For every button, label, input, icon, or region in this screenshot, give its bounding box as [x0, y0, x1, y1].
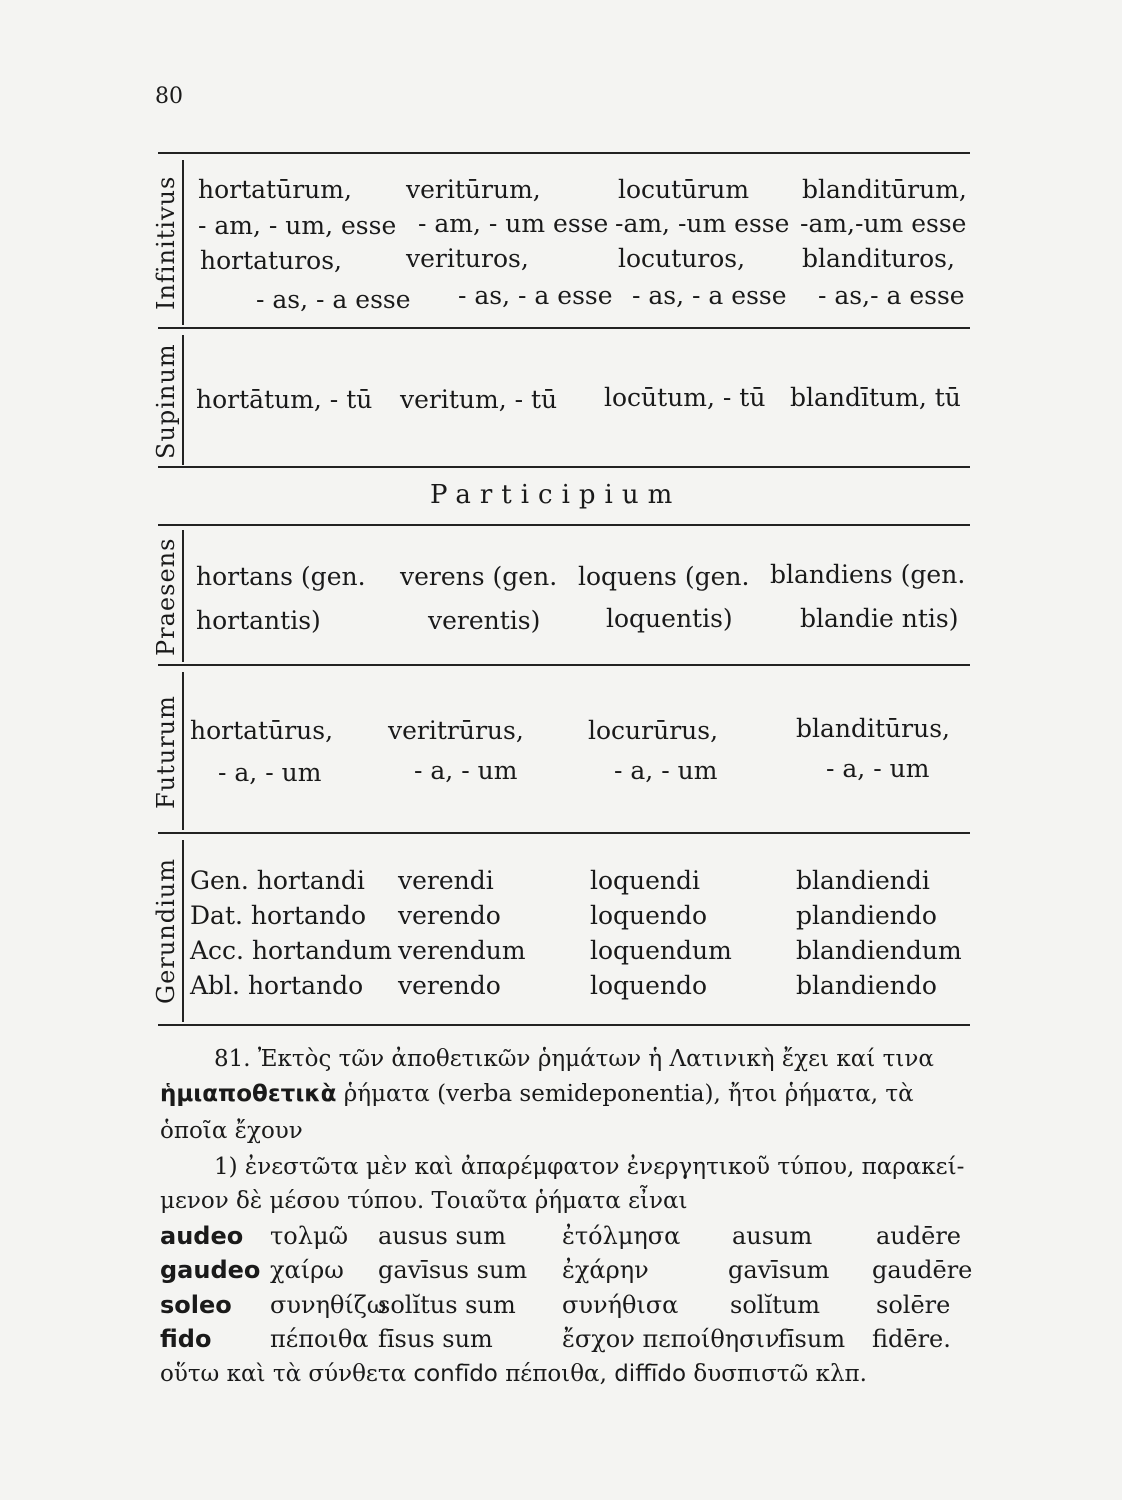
ger-r1-c4: blandiendi — [796, 866, 930, 895]
inf-r4-c4: - as,- a esse — [818, 281, 965, 310]
section-line3: ὁποῖα ἔχουν — [160, 1118, 303, 1144]
fut-r1-c3: locurūrus, — [588, 716, 719, 745]
inf-r4-c1: - as, - a esse — [256, 285, 411, 314]
verb-gaudeo-greek-perf: ἐχάρην — [562, 1256, 649, 1284]
verb-soleo-sup: solĭtum — [730, 1291, 820, 1319]
inf-r2-c2: - am, - um esse — [418, 209, 609, 238]
closing-term2: diffīdo — [614, 1361, 687, 1387]
closing-part1: οὕτω καὶ τὰ σύνθετα — [160, 1361, 407, 1387]
inf-r4-c2: - as, - a esse — [458, 281, 613, 310]
ger-r1-c3: loquendi — [590, 866, 701, 895]
section-line2 — [160, 1081, 914, 1107]
verb-soleo-greek: συνηθίζω — [270, 1291, 387, 1319]
rule-after-participium — [158, 524, 970, 526]
section-number-label: 81. — [214, 1046, 251, 1072]
verb-gaudeo: gaudeo — [160, 1256, 261, 1284]
fut-r2-c2: - a, - um — [414, 756, 518, 785]
ger-r3-c4: blandiendum — [796, 936, 962, 965]
section-line5: μενον δὲ μέσου τύπου. Τοιαῦτα ῥήματα εἶναι — [160, 1188, 688, 1214]
label-gerundium: Gerundium — [152, 858, 180, 1005]
inf-r2-c3: -am, -um esse — [615, 209, 790, 238]
verb-fido-greek-perf: ἔσχον πεποίθησιν — [562, 1325, 780, 1353]
section-line4: 1) ἐνεστῶτα μὲν καὶ ἀπαρέμφατον ἐνεργητικοῦ τύπου, παρακεί- — [214, 1154, 965, 1180]
verb-gaudeo-perf: gavīsus sum — [378, 1256, 528, 1284]
inf-r2-c4: -am,-um esse — [800, 209, 967, 238]
separator-gerundium — [182, 840, 184, 1022]
section-line2-rest: ῥήματα (verba semideponentia), ἤτοι ῥήματα, τὰ — [343, 1081, 914, 1107]
page-number: 80 — [155, 84, 183, 109]
ger-r1-c2: verendi — [398, 866, 494, 895]
inf-r1-c2: veritūrum, — [406, 175, 541, 204]
praes-r2-c2: verentis) — [428, 606, 541, 635]
praes-r2-c1: hortantis) — [196, 606, 321, 635]
ger-r4-c4: blandiendo — [796, 971, 937, 1000]
praes-r2-c3: loquentis) — [606, 604, 733, 633]
praes-r1-c2: verens (gen. — [400, 562, 558, 591]
verb-fido: fido — [160, 1325, 212, 1353]
ger-r3-c1: Acc. hortandum — [190, 936, 392, 965]
verb-fido-greek: πέποιθα — [270, 1325, 369, 1353]
inf-r3-c4: blandituros, — [802, 244, 955, 273]
verb-soleo: soleo — [160, 1291, 232, 1319]
section-number — [214, 1046, 934, 1072]
verb-gaudeo-inf: gaudēre — [872, 1256, 973, 1284]
fut-r2-c1: - a, - um — [218, 758, 322, 787]
praes-r1-c1: hortans (gen. — [196, 562, 366, 591]
verb-soleo-perf: solĭtus sum — [378, 1291, 516, 1319]
separator-futurum — [182, 672, 184, 830]
verb-fido-sup: fīsum — [778, 1325, 846, 1353]
fut-r1-c1: hortatūrus, — [190, 716, 334, 745]
rule-after-futurum — [158, 832, 970, 834]
verb-soleo-greek-perf: συνήθισα — [562, 1291, 679, 1319]
rule-after-gerundium — [158, 1024, 970, 1026]
label-infinitivus: Infinitivus — [152, 175, 180, 310]
verb-audeo-perf: ausus sum — [378, 1222, 507, 1250]
fut-r1-c4: blanditūrus, — [796, 714, 950, 743]
ger-r2-c1: Dat. hortando — [190, 901, 367, 930]
rule-after-supinum — [158, 466, 970, 468]
bold-term: ἡμιαποθετικὰ — [160, 1081, 337, 1107]
closing-part2: πέποιθα, — [505, 1361, 607, 1387]
verb-audeo-greek: τολμῶ — [270, 1222, 349, 1250]
verb-audeo-sup: ausum — [732, 1222, 813, 1250]
sup-c1: hortātum, - tū — [196, 385, 373, 414]
inf-r3-c3: locuturos, — [618, 244, 746, 273]
ger-r2-c3: loquendo — [590, 901, 708, 930]
section-line1: Ἐκτὸς τῶν ἀποθετικῶν ῥημάτων ἡ Λατινικὴ ἔχει καί τινα — [257, 1046, 934, 1072]
inf-r3-c2: verituros, — [406, 244, 529, 273]
inf-r1-c3: locutūrum — [618, 175, 750, 204]
verb-audeo-greek-perf: ἐτόλμησα — [562, 1222, 681, 1250]
sup-c4: blandītum, tū — [790, 383, 961, 412]
verb-soleo-inf: solēre — [876, 1291, 951, 1319]
closing-line — [160, 1361, 867, 1387]
verb-gaudeo-greek: χαίρω — [270, 1256, 344, 1284]
inf-r4-c3: - as, - a esse — [632, 281, 787, 310]
verb-audeo-inf: audēre — [876, 1222, 962, 1250]
inf-r1-c4: blanditūrum, — [802, 175, 967, 204]
rule-after-infinitivus — [158, 327, 970, 329]
separator-supinum — [182, 335, 184, 465]
label-futurum: Futurum — [152, 695, 180, 809]
ger-r2-c2: verendo — [398, 901, 501, 930]
closing-term1: confīdo — [413, 1361, 498, 1387]
sup-c2: veritum, - tū — [400, 385, 558, 414]
separator-praesens — [182, 530, 184, 662]
rule-top — [158, 152, 970, 154]
ger-r4-c2: verendo — [398, 971, 501, 1000]
label-praesens: Praesens — [152, 537, 180, 657]
praes-r2-c4: blandie ntis) — [800, 604, 959, 633]
ger-r1-c1: Gen. hortandi — [190, 866, 365, 895]
fut-r1-c2: veritrūrus, — [388, 716, 524, 745]
participium-heading: Participium — [430, 480, 682, 510]
separator-infinitivus — [182, 160, 184, 325]
rule-after-praesens — [158, 664, 970, 666]
ger-r3-c3: loquendum — [590, 936, 732, 965]
fut-r2-c3: - a, - um — [614, 756, 718, 785]
ger-r4-c3: loquendo — [590, 971, 708, 1000]
fut-r2-c4: - a, - um — [826, 754, 930, 783]
ger-r3-c2: verendum — [398, 936, 526, 965]
verb-audeo: audeo — [160, 1222, 244, 1250]
praes-r1-c3: loquens (gen. — [578, 562, 750, 591]
ger-r2-c4: plandiendo — [796, 901, 937, 930]
praes-r1-c4: blandiens (gen. — [770, 560, 966, 589]
closing-part3: δυσπιστῶ κλπ. — [693, 1361, 867, 1387]
sup-c3: locūtum, - tū — [604, 383, 766, 412]
inf-r2-c1: - am, - um, esse — [198, 211, 397, 240]
ger-r4-c1: Abl. hortando — [190, 971, 364, 1000]
inf-r3-c1: hortaturos, — [200, 246, 342, 275]
label-supinum: Supinum — [152, 343, 180, 459]
inf-r1-c1: hortatūrum, — [198, 175, 352, 204]
verb-fido-perf: fīsus sum — [378, 1325, 493, 1353]
verb-gaudeo-sup: gavīsum — [728, 1256, 830, 1284]
verb-fido-inf: fidēre. — [872, 1325, 951, 1353]
